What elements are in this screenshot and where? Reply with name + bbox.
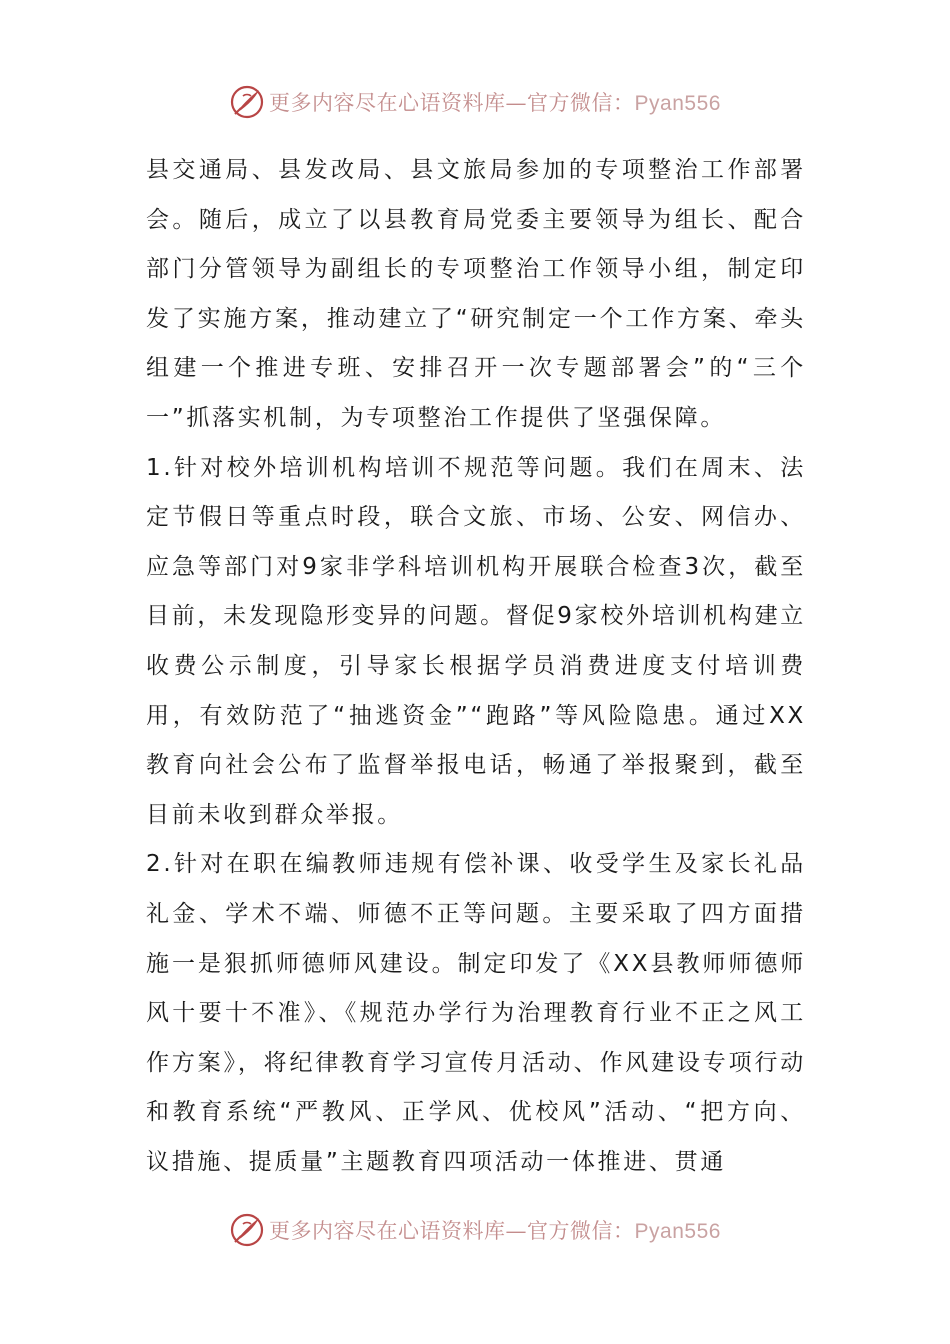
document-body (146, 146, 806, 1187)
paragraph: 2.针对在职在编教师违规有偿补课、收受学生及家长礼品礼金、学术不端、师德不正等问题。主要采取了四方面措施一是狠抓师德师风建设。制定印发了《XX县教师师德师风十要十不准》、《规范办学行为治理教育行业不正之风工作方案》，将纪律教育学习宣传月活动、作风建设专项行动和教育系统“严教风、正学风、优校风”活动、“把方向、议措施、提质量”主题教育四项活动一体推进、贯通 (146, 851, 806, 1175)
quill-seal-icon (229, 84, 265, 120)
header-watermark (0, 82, 950, 122)
footer-watermark (0, 1210, 950, 1250)
paragraph: 1.针对校外培训机构培训不规范等问题。我们在周末、法定节假日等重点时段，联合文旅、市场、公安、网信办、应急等部门对9家非学科培训机构开展联合检查3次，截至目前，未发现隐形变异的问题。督促9家校外培训机构建立收费公示制度，引导家长根据学员消费进度支付培训费用，有效防范了“抽逃资金”“跑路”等风险隐患。通过XX教育向社会公布了监督举报电话，畅通了举报聚到，截至目前未收到群众举报。 (146, 454, 806, 828)
watermark-wechat-id: Pyan556 (634, 1220, 721, 1243)
quill-seal-icon (229, 1212, 265, 1248)
watermark-brand: 更多内容尽在心语资料库—官方微信： (269, 1219, 635, 1243)
watermark-wechat-id: Pyan556 (634, 92, 721, 115)
watermark-brand: 更多内容尽在心语资料库—官方微信： (269, 91, 635, 115)
paragraph: 县交通局、县发改局、县文旅局参加的专项整治工作部署会。随后，成立了以县教育局党委主要领导为组长、配合部门分管领导为副组长的专项整治工作领导小组，制定印发了实施方案，推动建立了“研究制定一个工作方案、牵头组建一个推进专班、安排召开一次专题部署会”的“三个一”抓落实机制，为专项整治工作提供了坚强保障。 (146, 157, 806, 431)
watermark-text (269, 87, 721, 117)
watermark-text (269, 1215, 721, 1245)
